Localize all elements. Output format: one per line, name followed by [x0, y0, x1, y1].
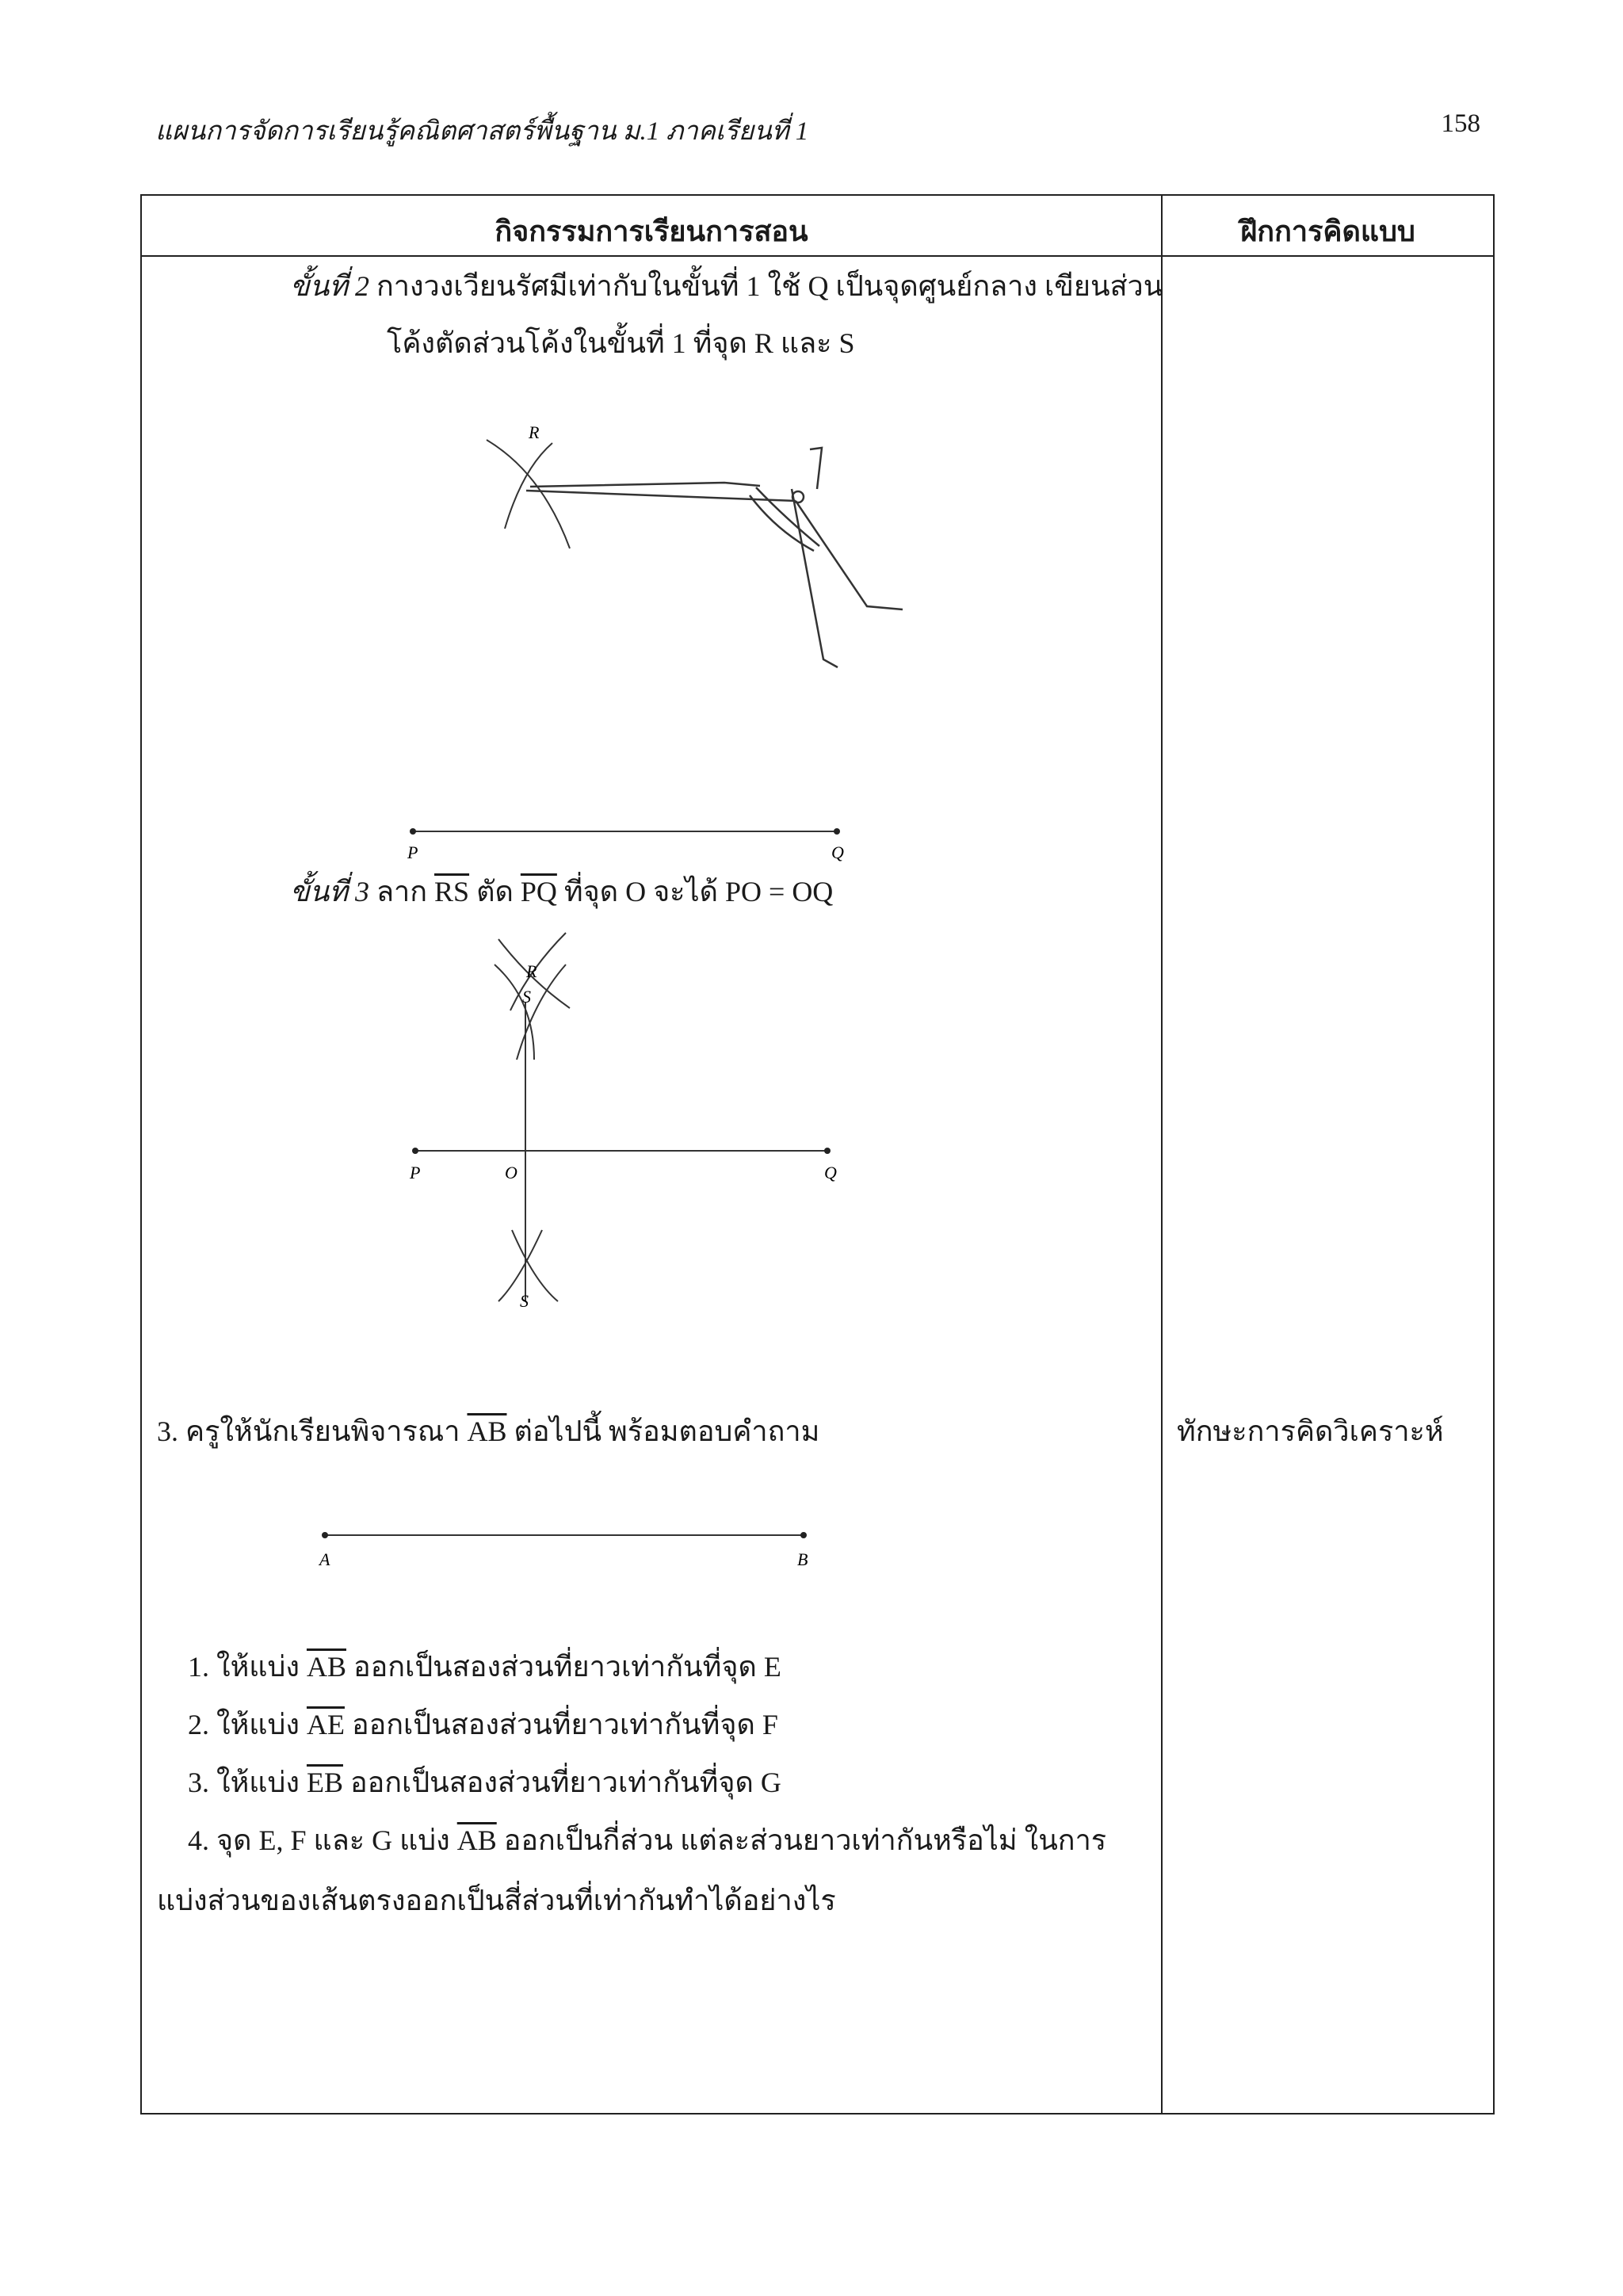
- point-a: [322, 1532, 328, 1538]
- label-s: S: [520, 1291, 529, 1311]
- label-b: B: [797, 1549, 808, 1569]
- step2-figure: [407, 410, 855, 1028]
- label-r: R: [526, 961, 537, 981]
- point-q: [834, 828, 840, 835]
- segment-ab-figure: [319, 1527, 815, 1583]
- thinking-skill-analytical: ทักษะการคิดวิเคราะห์: [1177, 1415, 1444, 1447]
- page-header: [155, 109, 1480, 149]
- point-p: [410, 828, 416, 835]
- step2-line2: โค้งตัดส่วนโค้งในขั้นที่ 1 ที่จุด R และ S: [387, 327, 855, 359]
- item3-line: 3. ครูให้นักเรียนพิจารณา $\overline{AB}$ ต่อไปนี้ พร้อมตอบคำถาม: [157, 1415, 820, 1447]
- label-a: A: [319, 1549, 330, 1569]
- header-row-divider: [142, 255, 1493, 257]
- compass-drawing: [526, 448, 903, 667]
- label-p: P: [407, 842, 418, 862]
- question-3: 3. ให้แบ่ง $\overline{EB}$ ออกเป็นสองส่วนที่ยาวเท่ากันที่จุด G: [188, 1767, 781, 1798]
- step2-label: ขั้นที่ 2: [290, 270, 369, 302]
- point-q: [824, 1148, 831, 1154]
- segment-pq: $\overline{PQ}$: [520, 876, 557, 907]
- lesson-plan-table: [140, 194, 1495, 2115]
- arc-r-1: [487, 440, 570, 548]
- segment-rs: $\overline{RS}$: [434, 876, 470, 907]
- arc-r-2: [517, 965, 566, 1060]
- question-1: 1. ให้แบ่ง $\overline{AB}$ ออกเป็นสองส่วนที่ยาวเท่ากันที่จุด E: [188, 1651, 781, 1683]
- question-4-continued: แบ่งส่วนของเส้นตรงออกเป็นสี่ส่วนที่เท่ากันทำได้อย่างไร: [157, 1885, 836, 1916]
- segment-ab: $\overline{AB}$: [467, 1415, 507, 1447]
- step2-text1: กางวงเวียนรัศมีเท่ากับในขั้นที่ 1 ใช้ Q เป็นจุดศูนย์กลาง เขียนส่วน: [376, 270, 1163, 302]
- point-b: [800, 1532, 807, 1538]
- label-o: O: [505, 1163, 517, 1182]
- label-q: Q: [824, 1163, 837, 1182]
- label-q: Q: [831, 842, 844, 862]
- step3-figure: [410, 957, 883, 1313]
- step3-line: ขั้นที่ 3 ลาก $\overline{RS}$ ตัด $\overline{PQ}$ ที่จุด O จะได้ PO = OQ: [290, 876, 834, 907]
- question-2: 2. ให้แบ่ง $\overline{AE}$ ออกเป็นสองส่วนที่ยาวเท่ากันที่จุด F: [188, 1709, 778, 1740]
- label-r: R: [529, 422, 540, 442]
- column-header-activity: กิจกรรมการเรียนการสอน: [495, 216, 808, 247]
- page-number: 158: [1441, 109, 1480, 138]
- label-s: S: [522, 987, 531, 1007]
- arc-s-1: [512, 1230, 558, 1301]
- step3-label: ขั้นที่ 3: [290, 876, 369, 907]
- label-p: P: [410, 1163, 421, 1182]
- step2-line1: [290, 269, 1163, 304]
- question-4: 4. จุด E, F และ G แบ่ง $\overline{AB}$ ออกเป็นกี่ส่วน แต่ละส่วนยาวเท่ากันหรือไม่ ในการ: [188, 1824, 1107, 1856]
- column-divider: [1161, 196, 1163, 2113]
- header-title: แผนการจัดการเรียนรู้คณิตศาสตร์พื้นฐาน ม.1 ภาคเรียนที่ 1: [155, 117, 809, 146]
- column-header-thinking: ฝึกการคิดแบบ: [1240, 216, 1415, 247]
- point-p: [412, 1148, 418, 1154]
